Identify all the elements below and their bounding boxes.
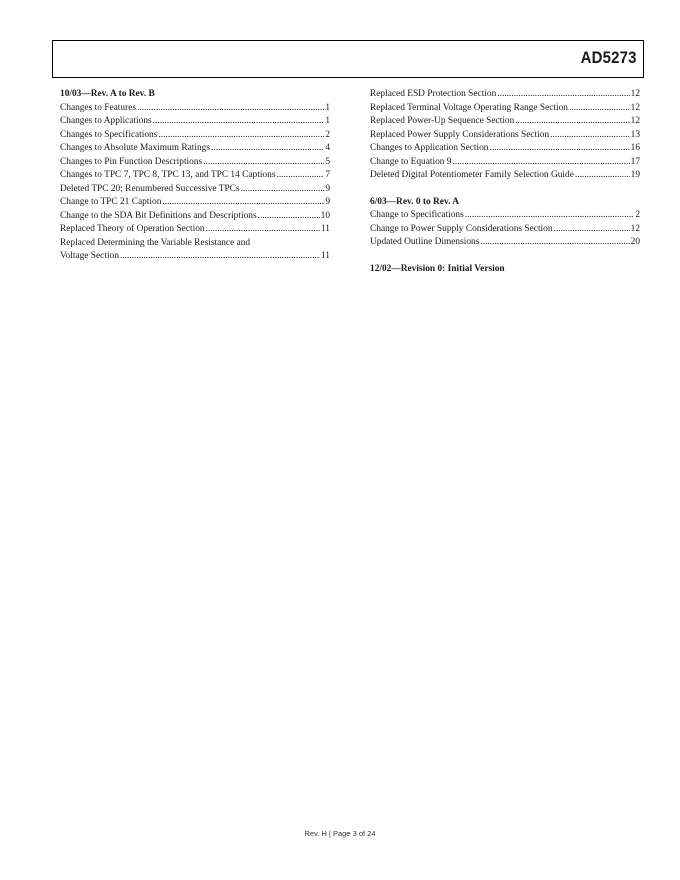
revision-entry — [370, 88, 640, 102]
revision-entry — [60, 129, 330, 143]
dot-leader — [550, 129, 629, 143]
dot-leader — [575, 169, 630, 183]
dot-leader — [480, 236, 629, 250]
dot-leader — [241, 183, 325, 197]
entry-page: 20 — [630, 237, 640, 247]
entry-page: 1 — [325, 116, 330, 126]
revision-entry — [370, 209, 640, 223]
entry-text: Changes to Specifications — [60, 129, 158, 140]
revision-entry — [60, 115, 330, 129]
entry-text: Changes to Pin Function Descriptions — [60, 156, 203, 167]
entry-text: Updated Outline Dimensions — [370, 237, 480, 247]
revision-entry — [370, 142, 640, 156]
entry-text-line2: Voltage Section — [60, 251, 119, 261]
revision-entry — [60, 102, 330, 116]
header-box — [52, 40, 644, 78]
entry-text: Changes to Absolute Maximum Ratings — [60, 143, 210, 153]
dot-leader — [554, 223, 630, 237]
revision-entry-wrapped — [60, 237, 330, 264]
entry-page: 2 — [635, 210, 640, 220]
right-entry-list — [370, 88, 640, 183]
entry-page: 9 — [325, 183, 330, 194]
dot-leader — [162, 196, 324, 210]
section-title-initial-version: 12/02—Revision 0: Initial Version — [370, 263, 505, 274]
dot-leader — [206, 223, 320, 237]
revision-entry — [370, 169, 640, 183]
dot-leader — [211, 142, 324, 156]
right-entry-list-2 — [370, 209, 640, 250]
entry-text: Change to Power Supply Considerations Section — [370, 223, 553, 234]
entry-text: Changes to Features — [60, 102, 137, 113]
entry-text: Changes to TPC 7, TPC 8, TPC 13, and TPC 14 Captions — [60, 170, 276, 180]
entry-page: 11 — [320, 251, 330, 261]
entry-text: Change to Specifications — [370, 210, 464, 220]
entry-page: 12 — [630, 102, 640, 113]
entry-page: 1 — [325, 102, 330, 113]
entry-page: 2 — [325, 129, 330, 140]
dot-leader — [453, 156, 630, 170]
section-title-rev-a-to-b: 10/03—Rev. A to Rev. B — [60, 89, 155, 99]
entry-page: 7 — [325, 170, 330, 180]
dot-leader — [276, 169, 324, 183]
dot-leader — [120, 250, 320, 264]
entry-text: Changes to Applications — [60, 116, 152, 126]
section-title-rev-0-to-a: 6/03—Rev. 0 to Rev. A — [370, 196, 460, 207]
page-footer: Rev. H | Page 3 of 24 — [304, 829, 376, 838]
part-number: AD5273 — [581, 48, 637, 67]
revision-entry — [370, 102, 640, 116]
entry-text: Change to Equation 9 — [370, 156, 452, 167]
entry-page: 12 — [630, 116, 640, 126]
revision-history-right-column — [370, 88, 640, 276]
dot-leader — [497, 88, 629, 102]
revision-entry — [60, 210, 330, 224]
entry-text: Replaced Theory of Operation Section — [60, 224, 205, 234]
entry-page: 17 — [630, 156, 640, 167]
entry-text: Replaced Terminal Voltage Operating Range Section — [370, 102, 568, 113]
entry-page: 12 — [630, 223, 640, 234]
entry-text: Replaced Power Supply Considerations Section — [370, 129, 550, 140]
entry-page: 13 — [630, 129, 640, 140]
entry-text: Deleted Digital Potentiometer Family Selection Guide — [370, 170, 574, 180]
entry-text-line1: Replaced Determining the Variable Resistance and — [60, 237, 251, 248]
entry-text: Changes to Application Section — [370, 143, 489, 153]
dot-leader — [137, 102, 324, 116]
entry-text: Replaced Power-Up Sequence Section — [370, 116, 515, 126]
revision-entry — [370, 129, 640, 143]
entry-page: 9 — [325, 197, 330, 207]
entry-page: 16 — [630, 143, 640, 153]
revision-entry — [60, 183, 330, 197]
revision-entry — [60, 156, 330, 170]
dot-leader — [569, 102, 630, 116]
entry-text: Change to TPC 21 Caption — [60, 197, 162, 207]
entry-page: 4 — [325, 143, 330, 153]
entry-page: 19 — [630, 170, 640, 180]
entry-page: 5 — [325, 156, 330, 167]
left-entry-list — [60, 102, 330, 237]
dot-leader — [465, 209, 635, 223]
revision-entry — [60, 196, 330, 210]
revision-entry — [60, 169, 330, 183]
dot-leader — [489, 142, 629, 156]
revision-entry — [370, 223, 640, 237]
entry-text: Deleted TPC 20; Renumbered Successive TPCs — [60, 183, 240, 194]
entry-text: Change to the SDA Bit Definitions and Descriptions — [60, 210, 257, 221]
entry-page: 10 — [320, 210, 330, 221]
revision-entry — [370, 236, 640, 250]
dot-leader — [203, 156, 324, 170]
revision-entry — [60, 142, 330, 156]
dot-leader — [158, 129, 324, 143]
dot-leader — [153, 115, 325, 129]
entry-page: 11 — [320, 224, 330, 234]
revision-entry — [370, 156, 640, 170]
dot-leader — [515, 115, 629, 129]
revision-entry — [370, 115, 640, 129]
entry-text: Replaced ESD Protection Section — [370, 89, 497, 99]
revision-history-left-column — [60, 88, 330, 264]
dot-leader — [258, 210, 320, 224]
entry-page: 12 — [630, 89, 640, 99]
revision-entry — [60, 223, 330, 237]
